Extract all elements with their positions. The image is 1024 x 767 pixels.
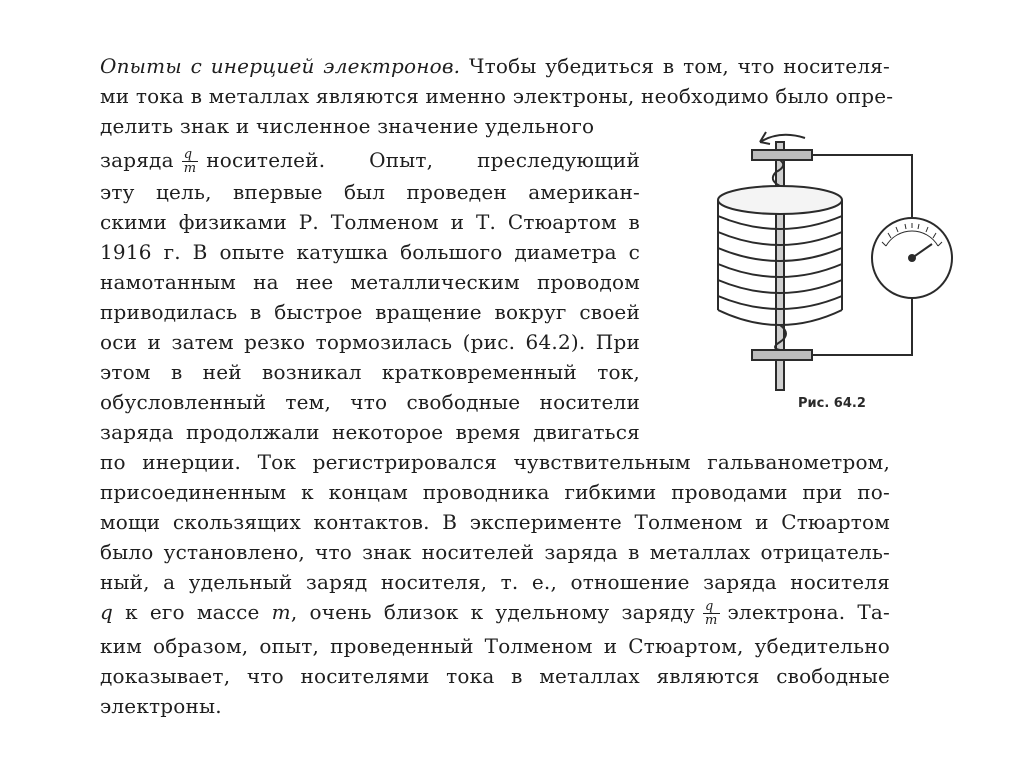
text-line-7: 1916 г. В опыте катушка большого диаметра с xyxy=(100,240,640,264)
text-line-14: по инерции. Ток регистрировался чувствительным гальванометром, xyxy=(100,450,890,474)
text-line-10: оси и затем резко тормозилась (рис. 64.2). При xyxy=(100,330,640,354)
fraction-q-over-m: $\frac{q}{m}$ xyxy=(705,599,718,628)
text-line-21: доказывает, что носителями тока в металлах являются свободные xyxy=(100,664,890,688)
text-line-16: мощи скользящих контактов. В эксперименте Толменом и Стюартом xyxy=(100,510,890,534)
fraction-q-over-m: $\frac{q}{m}$ xyxy=(183,147,197,176)
text-line-20: ким образом, опыт, проведенный Толменом и Стюартом, убедительно xyxy=(100,634,890,658)
text-line-15: присоединенным к концам проводника гибкими проводами при по- xyxy=(100,480,890,504)
text-line-4: заряда $\frac{q}{m}$ носителей. Опыт, преследующий xyxy=(100,147,640,176)
text-line-2: ми тока в металлах являются именно электроны, необходимо было опре- xyxy=(100,84,894,108)
tolman-stewart-apparatus xyxy=(680,120,980,440)
text-line-1: Опыты с инерцией электронов. Чтобы убедиться в том, что носителя- xyxy=(100,54,890,78)
text-line-19: q к его массе m, очень близок к удельному заряду $\frac{q}{m}$ электрона. Та- xyxy=(100,599,890,628)
bottom-sliding-contact xyxy=(752,350,812,360)
lead-italic-title: Опыты с инерцией электронов. xyxy=(100,54,461,78)
text-line-13: заряда продолжали некоторое время двигаться xyxy=(100,420,640,444)
text-line-17: было установлено, что знак носителей заряда в металлах отрицатель- xyxy=(100,540,890,564)
bottom-wire xyxy=(812,298,912,355)
text-line-18: ный, а удельный заряд носителя, т. е., отношение заряда носителя xyxy=(100,570,890,594)
galvanometer-icon xyxy=(872,218,952,298)
text-line-12: обусловленный тем, что свободные носители xyxy=(100,390,640,414)
text-line-22: электроны. xyxy=(100,694,222,718)
text-line-5: эту цель, впервые был проведен американ- xyxy=(100,180,640,204)
text-line-3: делить знак и численное значение удельного xyxy=(100,114,595,138)
text-line-9: приводилась в быстрое вращение вокруг своей xyxy=(100,300,640,324)
figure-caption: Рис. 64.2 xyxy=(798,396,866,411)
text-line-6: скими физиками Р. Толменом и Т. Стюартом в xyxy=(100,210,640,234)
text-line-11: этом в ней возникал кратковременный ток, xyxy=(100,360,640,384)
top-sliding-contact xyxy=(752,150,812,160)
figure-64-2 xyxy=(680,120,980,440)
text-line-8: намотанным на нее металлическим проводом xyxy=(100,270,640,294)
